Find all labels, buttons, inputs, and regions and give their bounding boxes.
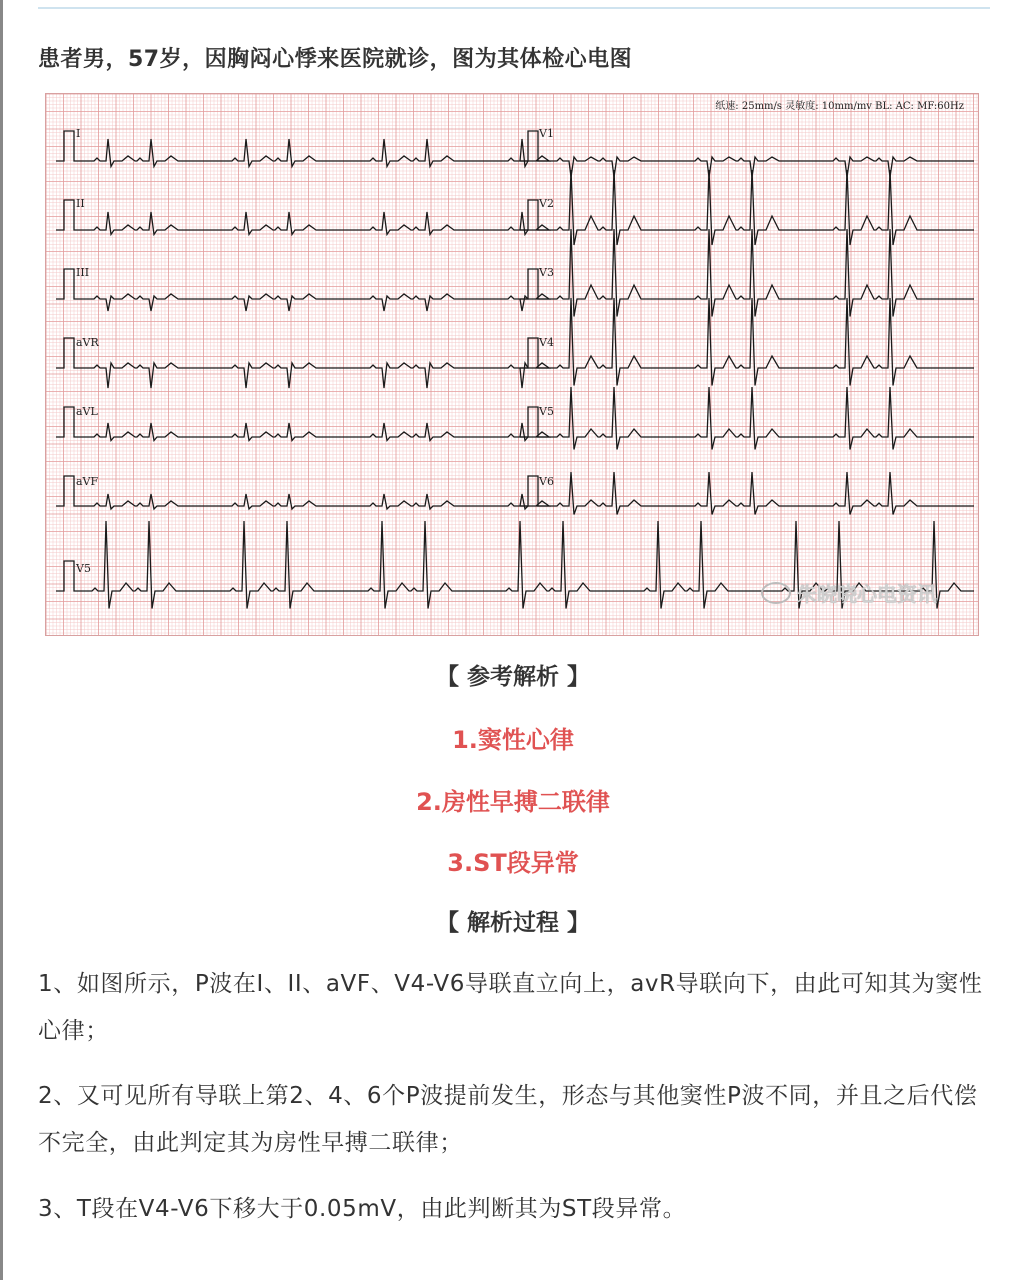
lead-label-aVL: aVL [76, 405, 98, 418]
lead-label-V2: V2 [539, 197, 554, 210]
watermark-text: 朱晓晓心电资讯 [797, 582, 937, 606]
lead-label-V4: V4 [539, 336, 554, 349]
top-divider [38, 7, 990, 9]
analysis-paragraph-1: 1、如图所示，P波在I、II、aVF、V4-V6导联直立向上，avR导联向下，由此可知其为窦性心律； [38, 971, 983, 1044]
analysis-paragraph-3: 3、T段在V4-V6下移大于0.05mV，由此判断其为ST段异常。 [38, 1196, 687, 1222]
wechat-icon [761, 582, 791, 604]
lead-label-II: II [76, 197, 85, 210]
ecg-image [45, 93, 979, 636]
lead-label-aVF: aVF [76, 475, 99, 488]
lead-label-rhythm-V5: V5 [76, 562, 91, 575]
analysis-paragraph-2: 2、又可见所有导联上第2、4、6个P波提前发生，形态与其他窦性P波不同，并且之后代偿不完全，由此判定其为房性早搏二联律； [38, 1083, 978, 1156]
lead-label-III: III [76, 266, 90, 279]
process-section-title: 【 解析过程 】 [435, 910, 590, 936]
page-left-border [0, 0, 3, 1280]
lead-label-V5: V5 [539, 405, 554, 418]
reference-section-title: 【 参考解析 】 [435, 664, 590, 690]
finding-3: 3.ST段异常 [447, 849, 579, 877]
lead-label-V1: V1 [539, 127, 554, 140]
lead-label-aVR: aVR [76, 336, 99, 349]
finding-1: 1.窦性心律 [452, 726, 574, 754]
article-heading: 患者男，57岁，因胸闷心悸来医院就诊，图为其体检心电图 [38, 47, 633, 72]
lead-label-I: I [76, 127, 81, 140]
ecg-settings-text: 纸速: 25mm/s 灵敏度: 10mm/mv BL: AC: MF:60Hz [715, 101, 964, 112]
lead-label-V3: V3 [539, 266, 554, 279]
finding-2: 2.房性早搏二联律 [416, 788, 610, 816]
lead-label-V6: V6 [539, 475, 554, 488]
watermark [761, 578, 937, 607]
ecg-tracing [46, 94, 979, 636]
